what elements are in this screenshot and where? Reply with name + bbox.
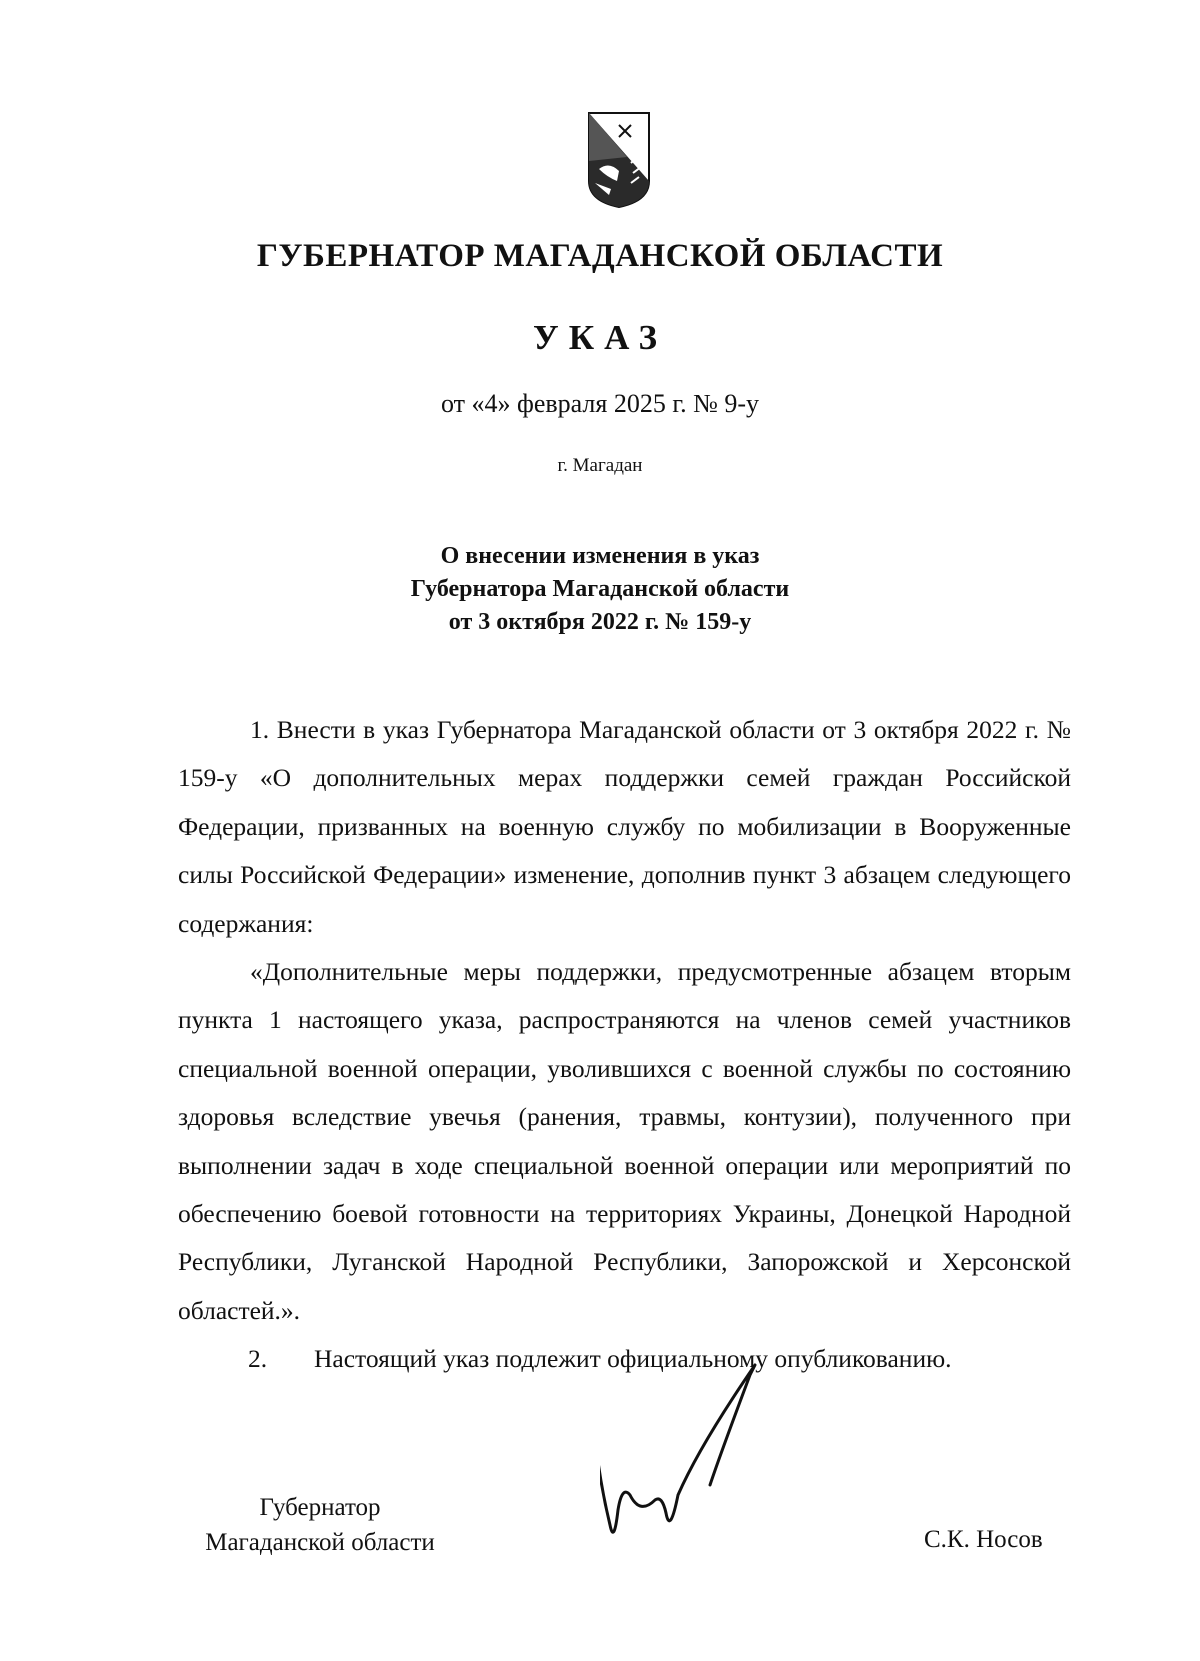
- subject-line: от 3 октября 2022 г. № 159-у: [448, 609, 752, 635]
- decree-subject: [0, 540, 1200, 639]
- item-text: Настоящий указ подлежит официальному опубликованию.: [314, 1344, 952, 1374]
- coat-of-arms-icon: [587, 111, 651, 209]
- document-type: УКАЗ: [533, 318, 667, 357]
- item-number: 2.: [248, 1344, 268, 1374]
- signatory-title-line: Губернатор: [259, 1494, 381, 1521]
- city: г. Магадан: [557, 455, 643, 476]
- signatory-name: С.К. Носов: [924, 1526, 1043, 1553]
- handwritten-signature: [600, 1345, 800, 1585]
- subject-line: Губернатора Магаданской области: [410, 576, 790, 602]
- decree-date-number: от «4» февраля 2025 г. № 9-у: [440, 389, 760, 418]
- decree-body: [178, 706, 1071, 1384]
- paragraph-1: 1. Внести в указ Губернатора Магаданской области от 3 октября 2022 г. № 159-у «О дополнительных мерах поддержки семей граждан Российской Федерации, призванных на военную службу по мобилизации в Вооруженные силы Российской Федерации» изменение, дополнив пункт 3 абзацем следующего содержания:: [178, 715, 1071, 938]
- subject-line: О внесении изменения в указ: [440, 543, 760, 569]
- signatory-title: [185, 1490, 455, 1560]
- signatory-title-line: Магаданской области: [205, 1529, 435, 1556]
- paragraph-2: «Дополнительные меры поддержки, предусмотренные абзацем вторым пункта 1 настоящего указа, распространяются на членов семей участников специальной военной операции, уволившихся с военной службы по состоянию здоровья вследствие увечья (ранения, травмы, контузии), полученного при выполнении задач в ходе специальной военной операции или мероприятий по обеспечению боевой готовности на территориях Украины, Донецкой Народной Республики, Луганской Народной Республики, Запорожской и Херсонской областей.».: [178, 957, 1071, 1325]
- issuing-authority: ГУБЕРНАТОР МАГАДАНСКОЙ ОБЛАСТИ: [256, 238, 944, 274]
